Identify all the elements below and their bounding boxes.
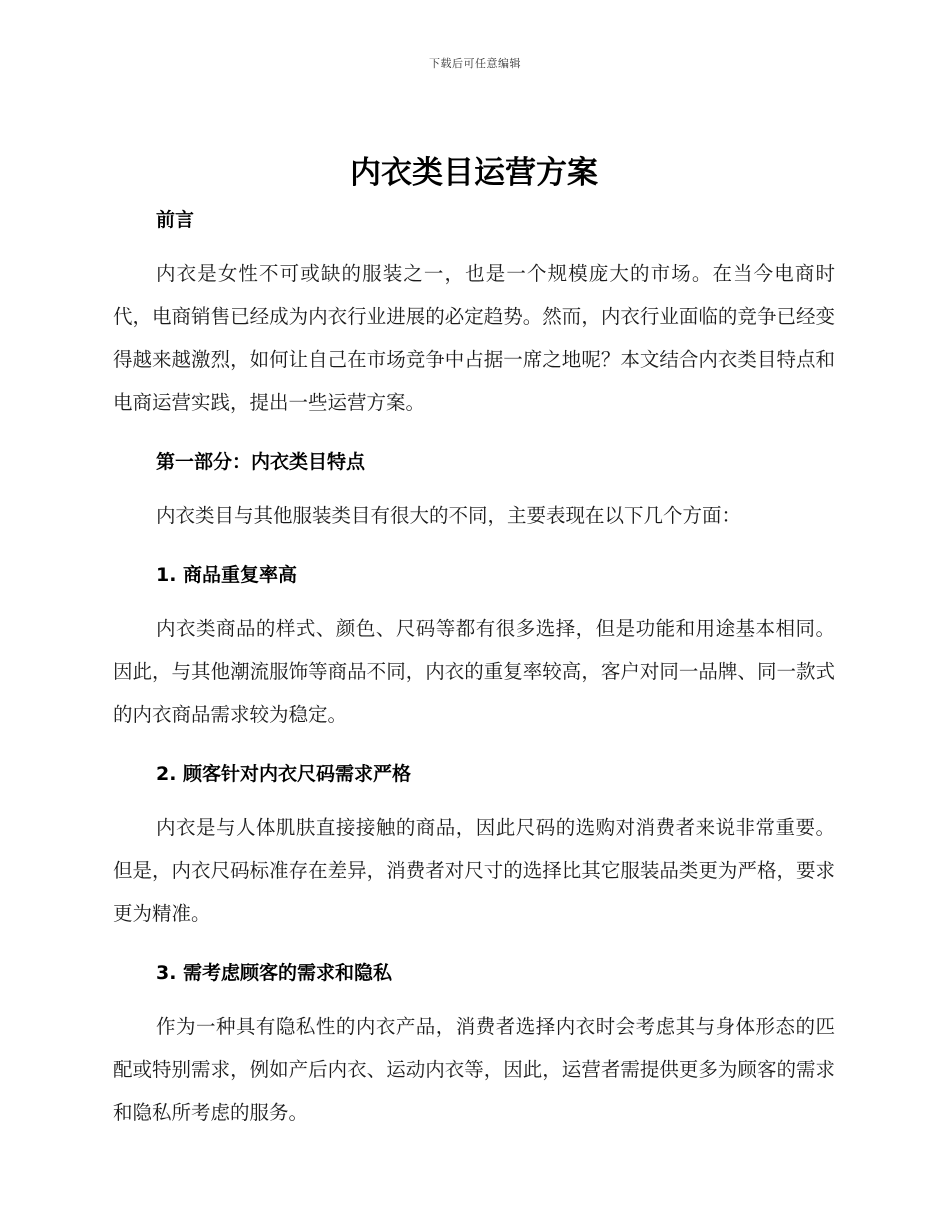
section-2-heading: 2. 顾客针对内衣尺码需求严格 — [156, 763, 412, 785]
section-3-heading: 3. 需考虑顾客的需求和隐私 — [156, 962, 393, 984]
section-1-paragraph: 内衣类商品的样式、颜色、尺码等都有很多选择，但是功能和用途基本相同。因此，与其他潮流服饰等商品不同，内衣的重复率较高，客户对同一品牌、同一款式的内衣商品需求较为稳定。 — [113, 617, 835, 726]
header-note: 下载后可任意编辑 — [429, 57, 521, 70]
document-title: 内衣类目运营方案 — [350, 155, 598, 191]
preface-paragraph: 内衣是女性不可或缺的服装之一，也是一个规模庞大的市场。在当今电商时代，电商销售已经成为内衣行业进展的必定趋势。然而，内衣行业面临的竞争已经变得越来越激烈，如何让自己在市场竞争中占据一席之地呢？本文结合内衣类目特点和电商运营实践，提出一些运营方案。 — [113, 262, 835, 414]
section-3-paragraph: 作为一种具有隐私性的内衣产品，消费者选择内衣时会考虑其与身体形态的匹配或特别需求，例如产后内衣、运动内衣等，因此，运营者需提供更多为顾客的需求和隐私所考虑的服务。 — [113, 1015, 835, 1124]
part1-intro-paragraph: 内衣类目与其他服装类目有很大的不同，主要表现在以下几个方面： — [156, 504, 742, 527]
document-body — [113, 148, 835, 1134]
part1-heading: 第一部分：内衣类目特点 — [156, 451, 366, 473]
section-1-heading: 1. 商品重复率高 — [156, 564, 298, 586]
section-2-paragraph: 内衣是与人体肌肤直接接触的商品，因此尺码的选购对消费者来说非常重要。但是，内衣尺码标准存在差异，消费者对尺寸的选择比其它服装品类更为严格，要求更为精准。 — [113, 816, 835, 925]
preface-heading: 前言 — [156, 209, 195, 231]
